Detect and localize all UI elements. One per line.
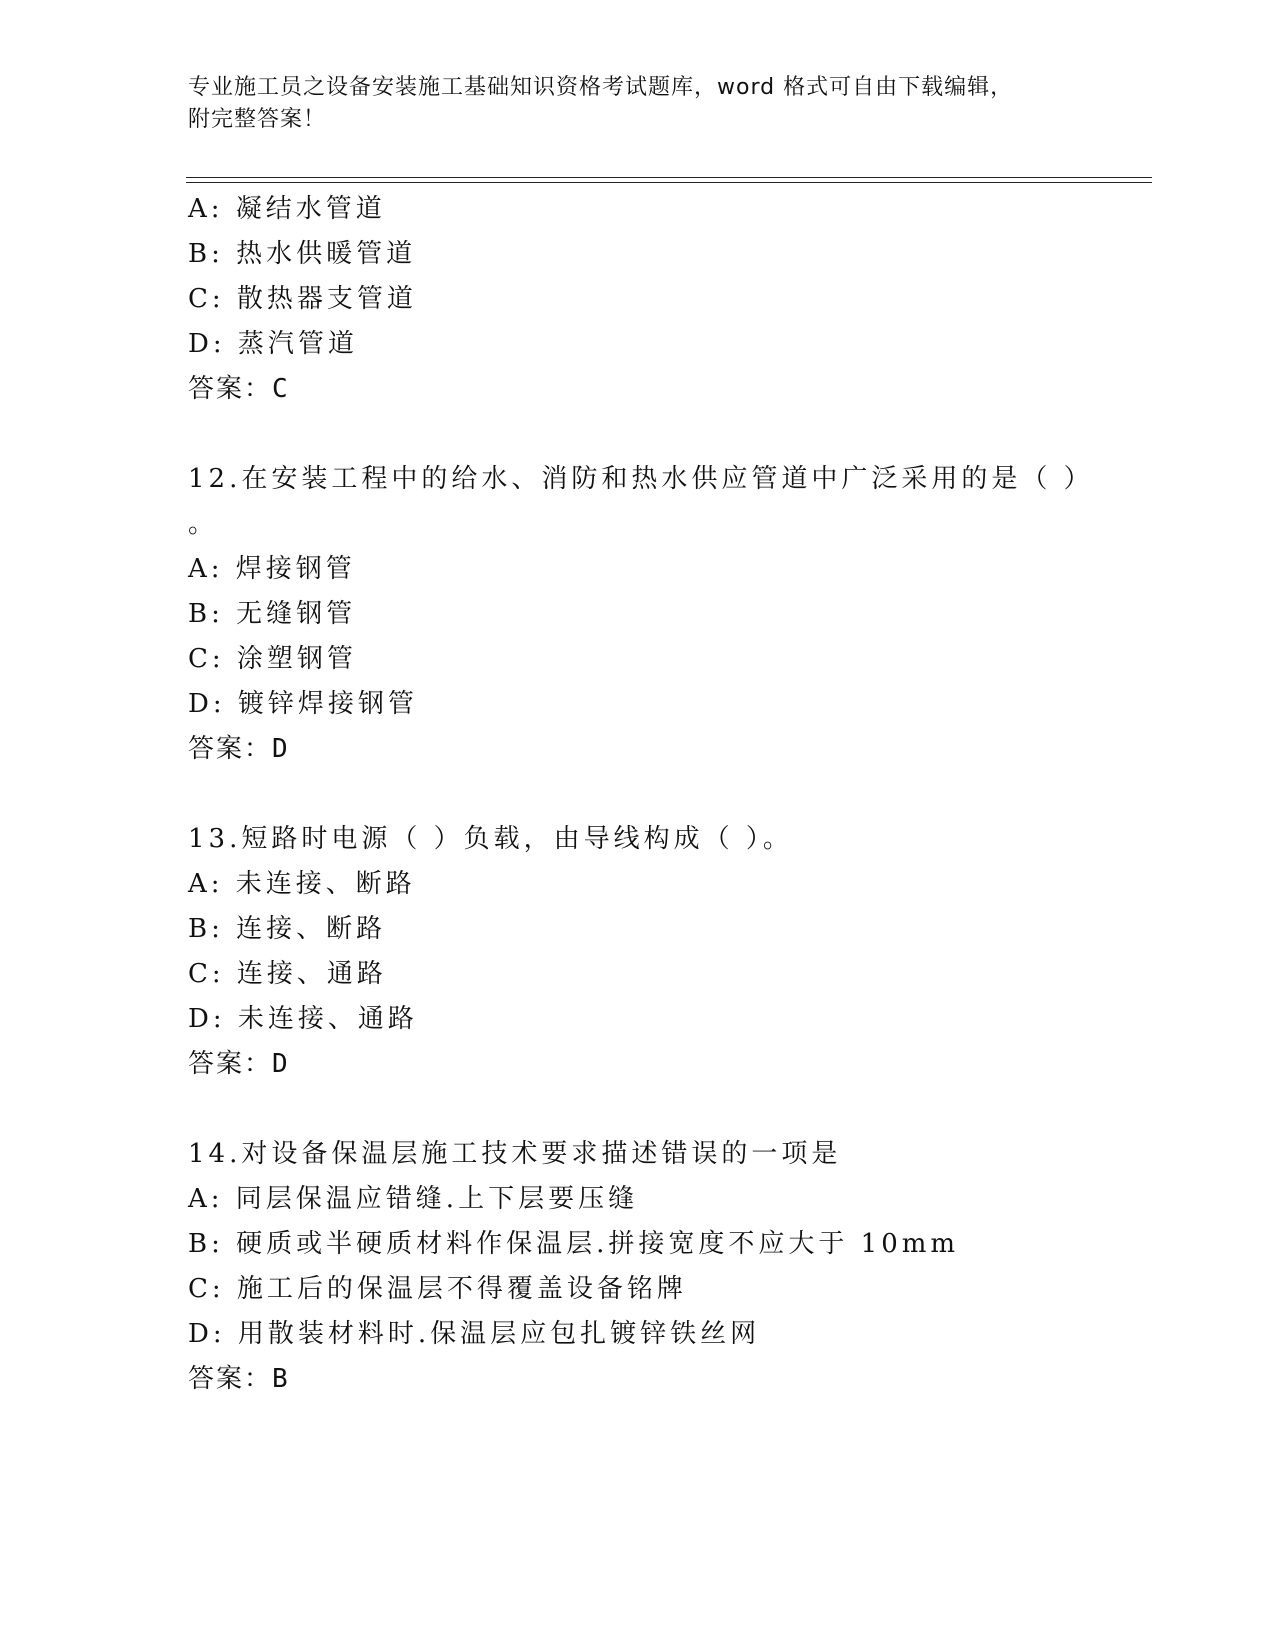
q13-answer — [188, 1048, 288, 1080]
q14-option-d: D: 用散装材料时.保温层应包扎镀锌铁丝网 — [188, 1319, 761, 1349]
q11-option-d: D: 蒸汽管道 — [188, 329, 358, 359]
q11-option-c: C: 散热器支管道 — [188, 284, 417, 314]
q11-answer — [188, 373, 288, 405]
q12-option-c: C: 涂塑钢管 — [188, 644, 357, 674]
q12-option-b: B: 无缝钢管 — [188, 599, 357, 629]
document-header — [188, 72, 1088, 136]
q14-answer — [188, 1363, 288, 1395]
answer-label: 答案： — [188, 734, 273, 764]
q13-option-b: B: 连接、断路 — [188, 914, 387, 944]
q11-option-a: A: 凝结水管道 — [188, 194, 386, 224]
q12-option-a: A: 焊接钢管 — [188, 554, 356, 584]
q12-option-d: D: 镀锌焊接钢管 — [188, 689, 418, 719]
answer-value: D — [272, 1049, 288, 1079]
answer-label: 答案： — [188, 1364, 273, 1394]
answer-label: 答案： — [188, 1049, 273, 1079]
answer-value: B — [272, 1364, 288, 1394]
answer-value: C — [272, 374, 288, 404]
q14-option-b: B: 硬质或半硬质材料作保温层.拼接宽度不应大于 10mm — [188, 1229, 960, 1259]
q12-answer — [188, 733, 288, 765]
q11-option-b: B: 热水供暖管道 — [188, 239, 417, 269]
answer-label: 答案： — [188, 374, 273, 404]
header-line-2: 附完整答案！ — [188, 107, 327, 132]
q12-stem-cont: 。 — [188, 509, 219, 539]
header-rule-bottom — [186, 182, 1152, 183]
answer-value: D — [272, 734, 288, 764]
q14-option-c: C: 施工后的保温层不得覆盖设备铭牌 — [188, 1274, 687, 1304]
q13-stem: 13.短路时电源（ ）负载，由导线构成（ ）。 — [188, 824, 793, 854]
q14-option-a: A: 同层保温应错缝.上下层要压缝 — [188, 1184, 639, 1214]
header-line-1: 专业施工员之设备安装施工基础知识资格考试题库，word 格式可自由下载编辑， — [188, 75, 1014, 100]
q13-option-d: D: 未连接、通路 — [188, 1004, 418, 1034]
q13-option-c: C: 连接、通路 — [188, 959, 387, 989]
q13-option-a: A: 未连接、断路 — [188, 869, 416, 899]
header-rule-top — [186, 177, 1152, 178]
q12-stem: 12.在安装工程中的给水、消防和热水供应管道中广泛采用的是（ ） — [188, 464, 1094, 494]
q14-stem: 14.对设备保温层施工技术要求描述错误的一项是 — [188, 1139, 842, 1169]
